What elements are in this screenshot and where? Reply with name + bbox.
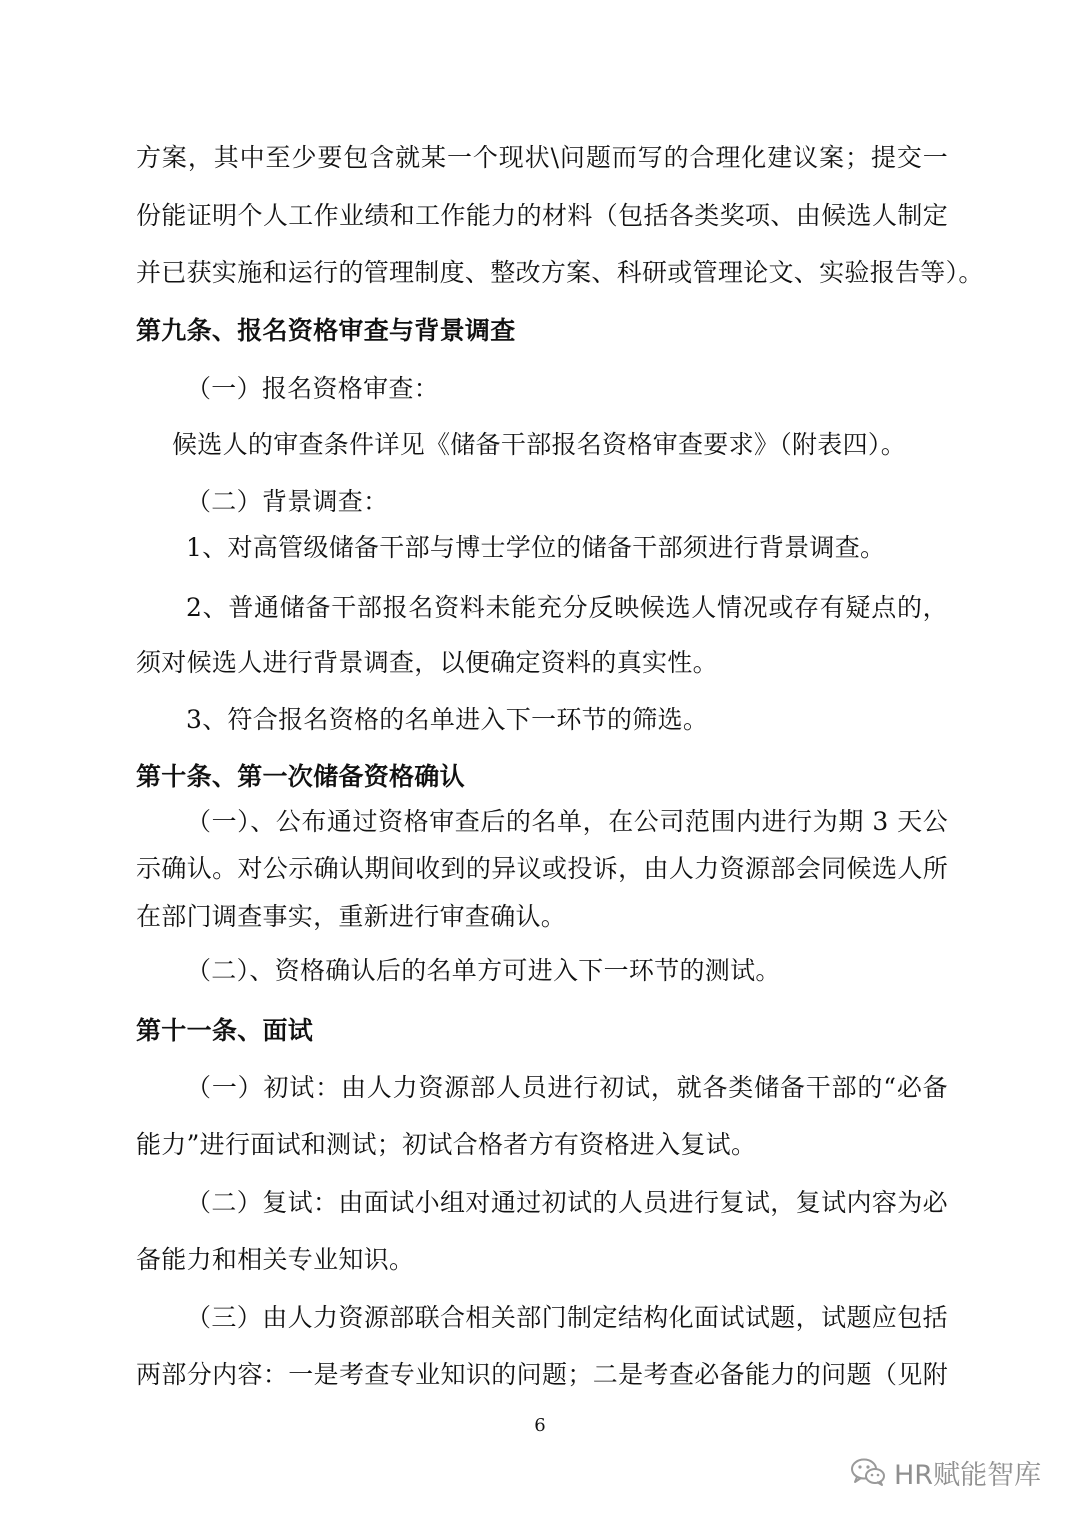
paragraph-line: （二）复试：由面试小组对通过初试的人员进行复试，复试内容为必	[186, 1188, 948, 1217]
paragraph-line: （二）、资格确认后的名单方可进入下一环节的测试。	[186, 956, 781, 985]
wechat-icon	[850, 1457, 886, 1487]
watermark-text: HR赋能智库	[894, 1459, 1042, 1491]
list-item: 2、普通储备干部报名资料未能充分反映候选人情况或存有疑点的，	[186, 593, 948, 622]
paragraph-line: （一）、公布通过资格审查后的名单，在公司范围内进行为期 3 天公	[186, 807, 948, 836]
section-heading: 第十条、第一次储备资格确认	[136, 762, 465, 791]
page-number: 6	[534, 1415, 546, 1436]
subsection-heading: （二）背景调查：	[186, 487, 389, 516]
paragraph-line: 方案，其中至少要包含就某一个现状\问题而写的合理化建议案；提交一	[136, 143, 948, 172]
paragraph-line: 候选人的审查条件详见《储备干部报名资格审查要求》（附表四）。	[172, 430, 907, 459]
paragraph-line: 在部门调查事实，重新进行审查确认。	[136, 902, 567, 931]
paragraph-line: 能力”进行面试和测试；初试合格者方有资格进入复试。	[136, 1130, 757, 1159]
paragraph-line: 份能证明个人工作业绩和工作能力的材料（包括各类奖项、由候选人制定	[136, 201, 948, 230]
section-heading: 第十一条、面试	[136, 1016, 314, 1045]
list-item: 3、符合报名资格的名单进入下一环节的筛选。	[186, 705, 709, 734]
paragraph-line: （一）初试：由人力资源部人员进行初试，就各类储备干部的“必备	[186, 1073, 948, 1102]
list-item: 1、对高管级储备干部与博士学位的储备干部须进行背景调查。	[186, 533, 886, 562]
paragraph-line: 两部分内容：一是考查专业知识的问题；二是考查必备能力的问题（见附	[136, 1360, 948, 1389]
paragraph-line: 须对候选人进行背景调查，以便确定资料的真实性。	[136, 648, 718, 677]
paragraph-line: 并已获实施和运行的管理制度、整改方案、科研或管理论文、实验报告等）。	[136, 258, 984, 287]
paragraph-line: 示确认。对公示确认期间收到的异议或投诉，由人力资源部会同候选人所	[136, 854, 948, 883]
subsection-heading: （一）报名资格审查：	[186, 374, 440, 403]
watermark	[850, 1452, 1041, 1492]
section-heading: 第九条、报名资格审查与背景调查	[136, 316, 516, 345]
paragraph-line: （三）由人力资源部联合相关部门制定结构化面试试题，试题应包括	[186, 1303, 948, 1332]
paragraph-line: 备能力和相关专业知识。	[136, 1245, 415, 1274]
